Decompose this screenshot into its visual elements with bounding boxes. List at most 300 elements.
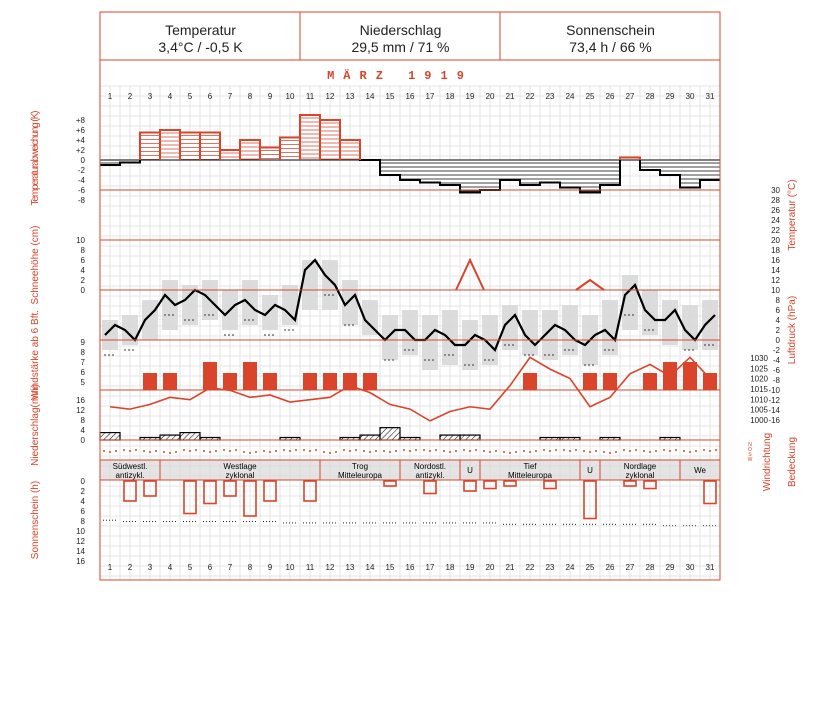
cloud-cover-dot	[655, 450, 657, 452]
temp-anomaly-tick: -8	[77, 196, 85, 205]
temp-axis-label: Temperatur (°C)	[787, 179, 798, 251]
precip-axis-label: Niederschlag(mm)	[30, 384, 41, 466]
weather-type-label: U	[587, 466, 593, 475]
cloud-cover-dot	[143, 450, 145, 452]
cloud-cover-dot	[215, 450, 217, 452]
cloud-cover-dot	[255, 451, 257, 453]
day-label-top: 27	[625, 92, 635, 101]
cloud-cover-dot	[355, 449, 357, 451]
temp-tick: 26	[771, 206, 780, 215]
precip-tick: 4	[80, 426, 85, 435]
temp-anomaly-fill	[380, 160, 400, 175]
day-label-top: 2	[127, 92, 133, 101]
temp-anomaly-bar	[300, 115, 320, 160]
wind-bar	[583, 373, 597, 390]
cloud-cover-dot	[109, 451, 111, 453]
cloud-cover-dot	[489, 451, 491, 453]
cloud-cover-dot	[623, 449, 625, 451]
cloud-cover-dot	[363, 450, 365, 452]
cloud-cover-dot	[283, 449, 285, 451]
day-label-bottom: 11	[305, 563, 315, 572]
cloud-cover-dot	[643, 450, 645, 452]
wind-tick: 8	[80, 348, 85, 357]
sun-tick: 6	[80, 507, 85, 516]
wind-tick: 6	[80, 368, 85, 377]
day-label-top: 10	[285, 92, 295, 101]
temp-anomaly-fill	[460, 160, 480, 193]
cloud-cover-dot	[589, 451, 591, 453]
cloud-cover-dot	[423, 449, 425, 451]
day-label-top: 13	[345, 92, 355, 101]
cloud-cover-dot	[629, 450, 631, 452]
temp-anomaly-fill	[580, 160, 600, 193]
snow-tick: 4	[80, 266, 85, 275]
day-label-bottom: 2	[127, 563, 133, 572]
cloud-cover-dot	[229, 450, 231, 452]
pressure-tick: 1015	[750, 385, 768, 394]
temp-spread-bar	[402, 310, 418, 355]
cloud-cover-dot	[209, 451, 211, 453]
temp-anomaly-bar	[160, 130, 180, 160]
sun-tick: 2	[80, 487, 85, 496]
cloud-cover-dot	[549, 450, 551, 452]
temp-anomaly-tick: +2	[75, 146, 85, 155]
weather-type-label: Mitteleuropa	[507, 471, 553, 480]
cloud-cover-dot	[195, 449, 197, 451]
temp-tick: 10	[771, 286, 780, 295]
temp-anomaly-tick: -6	[77, 186, 85, 195]
cloud-cover-dot	[535, 450, 537, 452]
day-label-top: 9	[267, 92, 273, 101]
cloud-cover-dot	[663, 449, 665, 451]
day-label-bottom: 26	[605, 563, 615, 572]
wind-bar	[263, 373, 277, 390]
temp-anomaly-bar	[380, 160, 400, 175]
temp-spread-bar	[422, 315, 438, 370]
cloud-cover-dot	[403, 449, 405, 451]
cloud-cover-dot	[115, 450, 117, 452]
day-label-bottom: 3	[147, 563, 153, 572]
cloud-cover-dot	[649, 451, 651, 453]
temp-anomaly-fill	[600, 160, 620, 185]
cloud-cover-dot	[429, 450, 431, 452]
wind-tick: 9	[80, 338, 85, 347]
sun-tick: 12	[76, 537, 85, 546]
day-label-top: 12	[325, 92, 335, 101]
cloud-cover-dot	[189, 450, 191, 452]
weather-type-label: We	[694, 466, 706, 475]
wind-dir-letter: S	[748, 452, 752, 458]
day-label-bottom: 23	[545, 563, 555, 572]
temp-anomaly-bar	[560, 160, 580, 188]
precip-tick: 12	[76, 406, 85, 415]
temp-anomaly-bar	[140, 133, 160, 161]
day-label-bottom: 28	[645, 563, 655, 572]
weather-type-label: Nordostl.	[413, 462, 447, 471]
day-label-bottom: 17	[425, 563, 435, 572]
temp-tick: -10	[768, 386, 780, 395]
cloud-cover-dot	[603, 451, 605, 453]
wind-bar	[643, 373, 657, 390]
temp-anomaly-bar	[180, 133, 200, 161]
temp-anomaly-bar	[280, 138, 300, 161]
day-label-bottom: 13	[345, 563, 355, 572]
cloud-cover-dot	[309, 450, 311, 452]
precip-bar	[440, 435, 460, 440]
temp-tick: 24	[771, 216, 780, 225]
temp-spread-bar	[242, 280, 258, 325]
temp-tick: 16	[771, 256, 780, 265]
cloud-cover-dot	[575, 449, 577, 451]
day-label-top: 31	[705, 92, 715, 101]
day-label-top: 5	[187, 92, 193, 101]
precip-tick: 8	[80, 416, 85, 425]
cloud-cover-dot	[683, 450, 685, 452]
cloud-cover-dot	[223, 449, 225, 451]
cloud-cover-dot	[483, 450, 485, 452]
day-label-bottom: 30	[685, 563, 695, 572]
month-title: MÄRZ 1919	[327, 69, 473, 83]
wind-bar	[163, 373, 177, 390]
cloud-cover-dot	[415, 449, 417, 451]
temp-anomaly-tick: +4	[75, 136, 85, 145]
cloud-cover-dot	[543, 449, 545, 451]
temp-spread-bar	[302, 260, 318, 310]
cloud-cover-dot	[135, 449, 137, 451]
day-label-top: 19	[465, 92, 475, 101]
day-label-bottom: 22	[525, 563, 535, 572]
wind-direction-label: Windrichtung	[762, 432, 773, 492]
day-label-top: 14	[365, 92, 375, 101]
header-sunshine-value: 73,4 h / 66 %	[569, 39, 652, 55]
temp-anomaly-bar	[240, 140, 260, 160]
day-label-top: 25	[585, 92, 595, 101]
cloud-cover-dot	[323, 451, 325, 453]
cloud-cover-dot	[303, 449, 305, 451]
pressure-tick: 1005	[750, 405, 768, 415]
cloud-cover-dot	[495, 450, 497, 452]
cloud-cover-dot	[235, 449, 237, 451]
temp-tick: 30	[771, 186, 780, 195]
temp-anomaly-bar	[520, 160, 540, 185]
temp-tick: -2	[772, 346, 780, 355]
cloud-cover-dot	[515, 451, 517, 453]
wind-bar	[203, 362, 217, 390]
day-label-top: 23	[545, 92, 555, 101]
temp-tick: 20	[771, 236, 780, 245]
cloud-cover-dot	[315, 449, 317, 451]
cloud-cover-dot	[635, 449, 637, 451]
wind-bar	[523, 373, 537, 390]
day-label-top: 1	[107, 92, 113, 101]
cloud-cover-dot	[555, 449, 557, 451]
precip-tick: 16	[76, 396, 85, 405]
weather-type-label: zyklonal	[625, 471, 655, 480]
wind-bar	[303, 373, 317, 390]
snow-tick: 2	[80, 276, 85, 285]
day-label-top: 26	[605, 92, 615, 101]
cloud-cover-dot	[349, 450, 351, 452]
temp-spread-bar	[442, 310, 458, 365]
temp-spread-bar	[262, 295, 278, 330]
wind-bar	[223, 373, 237, 390]
precip-bar	[160, 435, 180, 440]
cloud-cover-dot	[435, 449, 437, 451]
cloud-cover-dot	[123, 449, 125, 451]
day-label-top: 30	[685, 92, 695, 101]
cloud-cover-dot	[155, 450, 157, 452]
wind-dir-letter: O	[748, 447, 752, 453]
pressure-axis-label: Luftdruck (hPa)	[787, 295, 798, 365]
temp-anomaly-bar	[200, 133, 220, 161]
temp-anomaly-bar	[420, 160, 440, 183]
temp-tick: 2	[775, 326, 780, 335]
temp-tick: 12	[771, 276, 780, 285]
day-label-bottom: 7	[227, 563, 233, 572]
sun-tick: 10	[76, 527, 85, 536]
day-label-top: 15	[385, 92, 395, 101]
temp-anomaly-bar	[680, 160, 700, 188]
temp-anomaly-bar	[460, 160, 480, 193]
day-label-top: 8	[247, 92, 253, 101]
weather-type-label: Tief	[523, 462, 537, 471]
precip-bar	[380, 428, 400, 440]
wind-tick: 5	[80, 378, 85, 387]
cloud-cover-dot	[249, 452, 251, 454]
pressure-tick: 1010	[750, 395, 768, 405]
temp-anomaly-bar	[580, 160, 600, 193]
day-label-top: 20	[485, 92, 495, 101]
cloud-cover-dot	[409, 450, 411, 452]
temp-anomaly-fill	[660, 160, 680, 175]
cloud-cover-dot	[269, 451, 271, 453]
wind-dir-letter: W	[747, 457, 753, 463]
day-label-bottom: 29	[665, 563, 675, 572]
temp-anomaly-fill	[440, 160, 460, 185]
cloud-cover-dot	[463, 449, 465, 451]
temp-anomaly-fill	[220, 150, 240, 160]
cloud-cover-dot	[149, 451, 151, 453]
temp-anomaly-bar	[480, 160, 500, 190]
day-label-bottom: 19	[465, 563, 475, 572]
pressure-tick: 1020	[750, 374, 768, 384]
temp-anomaly-bar	[340, 140, 360, 160]
cloud-cover-dot	[329, 452, 331, 454]
temp-anomaly-bar	[700, 160, 720, 180]
wind-bar	[243, 362, 257, 390]
cloud-cover-dot	[203, 450, 205, 452]
header-temperature-title: Temperatur	[165, 22, 236, 38]
temp-anomaly-tick: +8	[75, 116, 85, 125]
precip-tick: 0	[80, 436, 85, 445]
day-label-top: 24	[565, 92, 575, 101]
weather-type-label: antizykl.	[115, 471, 145, 480]
day-label-top: 21	[505, 92, 515, 101]
wind-bar	[683, 362, 697, 390]
temp-spread-bar	[642, 290, 658, 335]
precip-bar	[460, 435, 480, 440]
cloud-cover-dot	[469, 450, 471, 452]
cloud-cover-dot	[275, 450, 277, 452]
temp-tick: -6	[772, 366, 780, 375]
cloud-cover-dot	[709, 450, 711, 452]
day-label-bottom: 21	[505, 563, 515, 572]
precip-bar	[180, 433, 200, 440]
wind-bar	[143, 373, 157, 390]
temp-anomaly-tick: +6	[75, 126, 85, 135]
pressure-tick: 1025	[750, 364, 768, 374]
day-label-bottom: 10	[285, 563, 295, 572]
precip-bar	[100, 433, 120, 440]
day-label-top: 11	[305, 92, 315, 101]
cloud-cover-dot	[395, 450, 397, 452]
cloud-cover-dot	[389, 451, 391, 453]
day-label-bottom: 9	[267, 563, 273, 572]
cloud-cover-dot	[523, 450, 525, 452]
day-label-top: 29	[665, 92, 675, 101]
temp-anomaly-bar	[540, 160, 560, 183]
day-label-bottom: 5	[187, 563, 193, 572]
weather-type-label: antizykl.	[415, 471, 445, 480]
day-label-bottom: 27	[625, 563, 635, 572]
header-sunshine-title: Sonnenschein	[566, 22, 655, 38]
cloud-cover-dot	[529, 451, 531, 453]
wind-bar	[363, 373, 377, 390]
sun-axis-label: Sonnenschein (h)	[30, 480, 41, 560]
temp-anomaly-fill	[320, 120, 340, 160]
cloud-cover-dot	[129, 450, 131, 452]
weather-type-label: Südwestl.	[112, 462, 148, 471]
day-label-bottom: 20	[485, 563, 495, 572]
cloud-cover-dot	[169, 452, 171, 454]
temp-anomaly-bar	[220, 150, 240, 160]
temp-tick: 18	[771, 246, 780, 255]
cloud-cover-dot	[595, 450, 597, 452]
sun-tick: 16	[76, 557, 85, 566]
cloud-cover-dot	[369, 451, 371, 453]
temp-anomaly-tick: -4	[77, 176, 85, 185]
cloud-cover-dot	[103, 450, 105, 452]
day-label-bottom: 1	[107, 563, 113, 572]
cloud-cover-dot	[175, 451, 177, 453]
cloud-cover-dot	[689, 451, 691, 453]
sun-tick: 0	[80, 477, 85, 486]
day-label-top: 22	[525, 92, 535, 101]
cloud-cover-dot	[569, 450, 571, 452]
cloud-cover-dot	[703, 449, 705, 451]
sun-tick: 8	[80, 517, 85, 526]
cloud-cover-dot	[475, 449, 477, 451]
day-label-bottom: 31	[705, 563, 715, 572]
cloud-cover-dot	[695, 450, 697, 452]
weather-type-label: Nordlage	[623, 462, 657, 471]
cloud-cover-dot	[289, 450, 291, 452]
weather-type-label: Trog	[351, 462, 369, 471]
cloud-cover-label: Bedeckung	[787, 436, 798, 488]
sun-tick: 4	[80, 497, 85, 506]
snow-tick: 6	[80, 256, 85, 265]
wind-axis-label: Windstärke ab 6 Bft.	[30, 309, 41, 401]
temp-tick: 22	[771, 226, 780, 235]
cloud-cover-dot	[263, 450, 265, 452]
header-precipitation-value: 29,5 mm / 71 %	[351, 39, 450, 55]
cloud-cover-dot	[509, 452, 511, 454]
temp-tick: 14	[771, 266, 780, 275]
cloud-cover-dot	[675, 449, 677, 451]
precip-bar	[360, 435, 380, 440]
day-label-bottom: 16	[405, 563, 415, 572]
cloud-cover-dot	[615, 451, 617, 453]
temp-tick: -4	[772, 356, 780, 365]
day-label-top: 7	[227, 92, 233, 101]
cloud-cover-dot	[375, 450, 377, 452]
temp-anomaly-fill	[520, 160, 540, 185]
temp-tick: -12	[768, 396, 780, 405]
weather-type-label: U	[467, 466, 473, 475]
day-label-top: 28	[645, 92, 655, 101]
temp-anomaly-bar	[260, 148, 280, 161]
day-label-bottom: 14	[365, 563, 375, 572]
wind-dir-letter: N	[748, 442, 752, 448]
day-label-bottom: 15	[385, 563, 395, 572]
temp-tick: -8	[772, 376, 780, 385]
temp-tick: 6	[775, 306, 780, 315]
day-label-bottom: 18	[445, 563, 455, 572]
day-label-bottom: 12	[325, 563, 335, 572]
temp-spread-bar	[602, 300, 618, 355]
weather-type-label: Mitteleuropa	[337, 471, 383, 480]
day-label-top: 17	[425, 92, 435, 101]
snow-tick: 10	[76, 236, 85, 245]
snow-tick: 0	[80, 286, 85, 295]
cloud-cover-dot	[335, 451, 337, 453]
cloud-cover-dot	[563, 449, 565, 451]
day-label-bottom: 6	[207, 563, 213, 572]
cloud-cover-dot	[609, 452, 611, 454]
day-label-bottom: 24	[565, 563, 575, 572]
temp-anomaly-bar	[660, 160, 680, 175]
temp-anomaly-bar	[600, 160, 620, 185]
temp-tick: -14	[768, 406, 780, 415]
temp-anomaly-bar	[440, 160, 460, 185]
sun-tick: 14	[76, 547, 85, 556]
wind-tick: 7	[80, 358, 85, 367]
temp-anomaly-bar	[400, 160, 420, 180]
temp-spread-bar	[382, 315, 398, 360]
temp-anomaly-bar	[640, 160, 660, 170]
cloud-cover-dot	[715, 449, 717, 451]
temp-anomaly-bar	[320, 120, 340, 160]
day-label-top: 16	[405, 92, 415, 101]
snow-axis-label: Schneehöhe (cm)	[30, 225, 41, 305]
header-precipitation-title: Niederschlag	[359, 22, 442, 38]
snow-tick: 8	[80, 246, 85, 255]
pressure-tick: 1030	[750, 354, 768, 363]
temp-anomaly-tick: -2	[77, 166, 85, 175]
temp-tick: 28	[771, 196, 780, 205]
temp-spread-bar	[662, 300, 678, 345]
day-label-bottom: 25	[585, 563, 595, 572]
temp-anomaly-bar	[500, 160, 520, 180]
cloud-cover-dot	[383, 450, 385, 452]
temp-tick: 0	[775, 336, 780, 345]
cloud-cover-dot	[583, 450, 585, 452]
day-label-top: 18	[445, 92, 455, 101]
temp-anomaly-fill	[640, 160, 660, 170]
cloud-cover-dot	[503, 451, 505, 453]
cloud-cover-dot	[163, 451, 165, 453]
wind-bar	[603, 373, 617, 390]
